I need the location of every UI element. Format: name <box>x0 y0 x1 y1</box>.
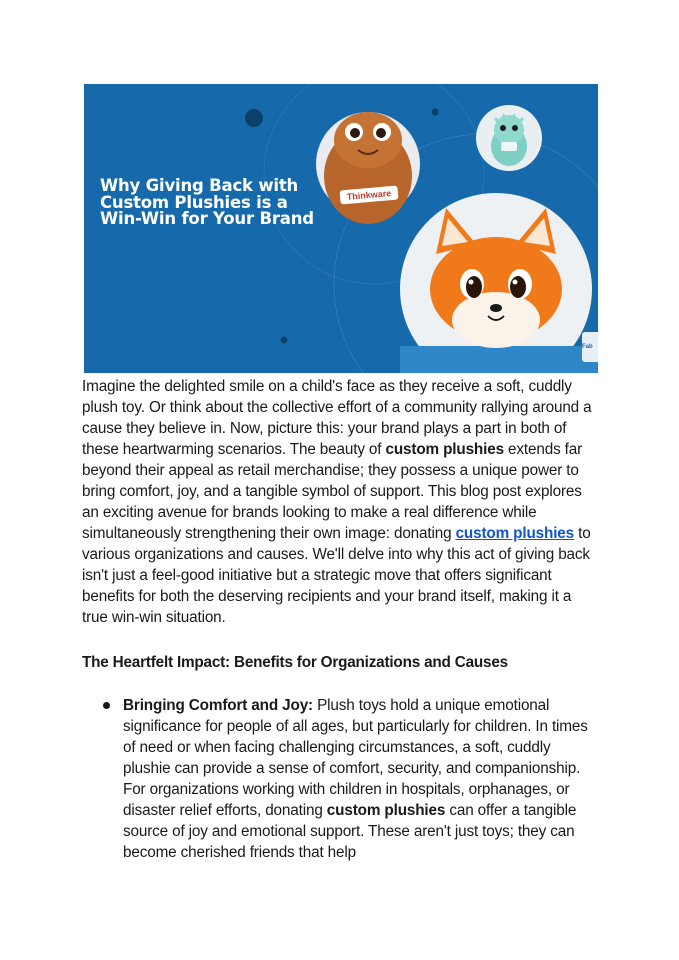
bullet-text: can offer a tangible source of joy and emotional support. These aren't just toys; they can become cherished friends that help <box>123 802 577 861</box>
banner-artwork <box>84 84 598 373</box>
gingerbread-plush-image <box>316 112 420 224</box>
decor-dot <box>281 337 288 344</box>
section-heading: The Heartfelt Impact: Benefits for Organizations and Causes <box>82 654 508 671</box>
benefits-list <box>82 695 600 863</box>
teal-plush-image <box>476 105 542 171</box>
fox-brand-tag: Fab <box>582 332 598 362</box>
bullet-title: Bringing Comfort and Joy: <box>123 697 314 714</box>
intro-text: to various organizations and causes. We'll delve into why this act of giving back isn't just a feel-good initiative but a strategic move that offers significant benefits for both the deserving recipients and your brand itself, making it a true win-win situation. <box>82 525 591 626</box>
intro-paragraph <box>82 376 600 628</box>
hero-banner <box>84 84 598 373</box>
custom-plushies-link[interactable]: custom plushies <box>455 525 575 542</box>
decor-dot <box>245 109 263 127</box>
intro-text: extends far beyond their appeal as retail merchandise; they possess a unique power to bring comfort, joy, and a tangible symbol of support. This blog post explores an exciting avenue for brands looking to make a real difference while simultaneously strengthening their own image: donating <box>82 441 583 542</box>
banner-title: Why Giving Back with Custom Plushies is a Win-Win for Your Brand <box>100 176 314 228</box>
fox-plush-image <box>400 193 598 373</box>
intro-text: Imagine the delighted smile on a child's face as they receive a soft, cuddly plush toy. Or think about the collective effort of a community rallying around a cause they believe in. Now, picture this: your brand plays a part in both of these heartwarming scenarios. The beauty of <box>82 378 592 458</box>
intro-bold-keyword: custom plushies <box>385 441 504 458</box>
bullet-text: Plush toys hold a unique emotional significance for people of all ages, but particularly for children. In times of need or when facing challenging circumstances, a soft, cuddly plushie can provide a sense of comfort, security, and companionship. For organizations working with children in hospitals, orphanages, or disaster relief efforts, donating <box>123 697 588 819</box>
bullet-icon <box>103 702 110 709</box>
bullet-bold-keyword: custom plushies <box>326 802 446 819</box>
gingerbread-brand-badge: Thinkware <box>340 185 399 204</box>
list-item <box>82 695 600 863</box>
decor-dot <box>432 109 439 116</box>
